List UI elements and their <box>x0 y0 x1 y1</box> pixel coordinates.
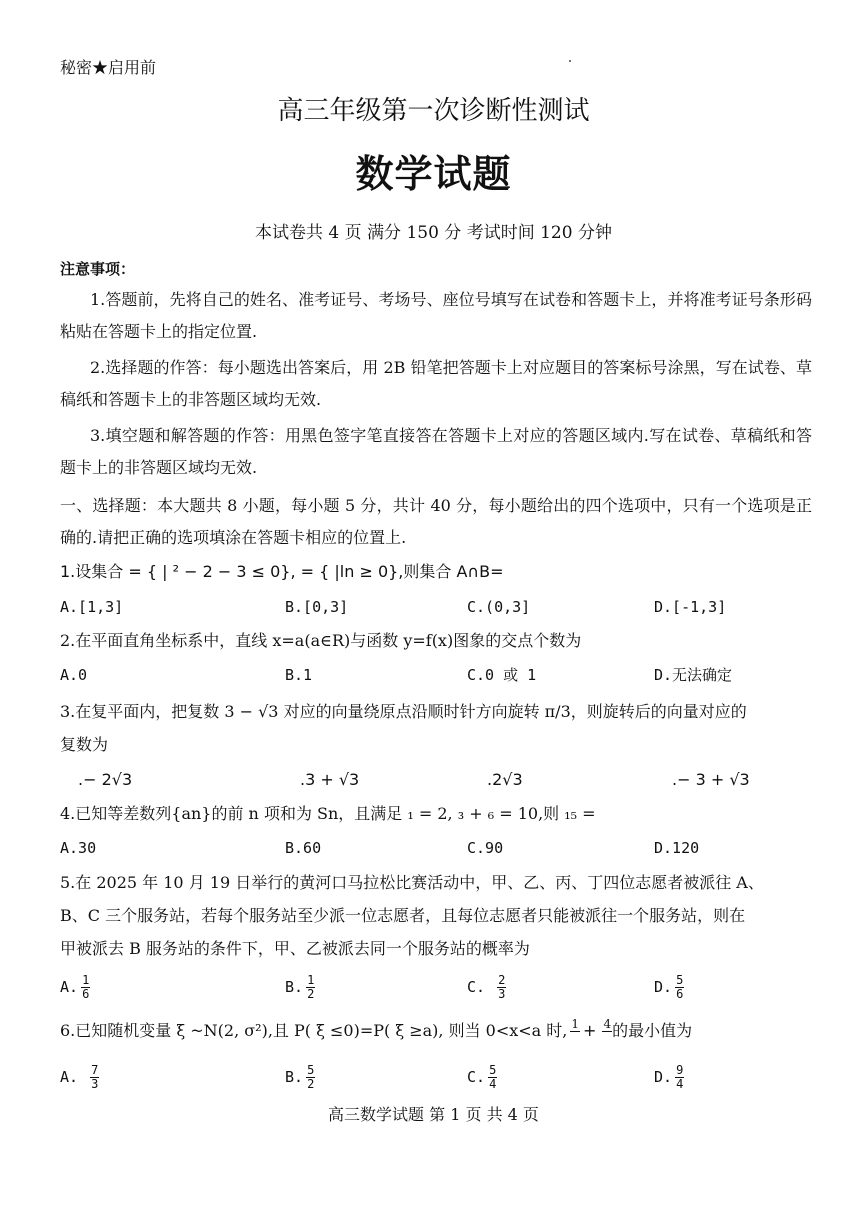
fraction <box>497 974 506 1001</box>
fraction-denominator: 6 <box>676 987 684 1001</box>
fraction-denominator: 4 <box>489 1077 497 1091</box>
option-a: A.30 <box>60 839 97 857</box>
option-a <box>60 1064 99 1091</box>
fraction-denominator: 3 <box>498 987 506 1001</box>
option-b: .3 + √3 <box>300 770 360 789</box>
plus-sign: + <box>583 1021 597 1040</box>
question-stem: 2.在平面直角坐标系中，直线 x=a(a∈R)与函数 y=f(x)图象的交点个数为 <box>60 631 582 650</box>
option-label: C. <box>467 1068 486 1086</box>
option-d: .− 3 + √3 <box>672 770 750 789</box>
option-c: C.90 <box>467 839 504 857</box>
fraction <box>488 1064 497 1091</box>
option-a: A.0 <box>60 666 88 684</box>
stem-text: 的最小值为 <box>612 1021 693 1040</box>
fraction-denominator <box>572 1032 578 1045</box>
fraction-denominator: 6 <box>82 987 90 1001</box>
question-stem: 1.设集合 = { | ² − 2 − 3 ≤ 0}, = { |ln ≥ 0},则集合 A∩B= <box>60 562 504 581</box>
fraction-numerator: 1 <box>82 973 90 987</box>
fraction-numerator: 5 <box>676 973 684 987</box>
option-d: D.120 <box>654 839 700 857</box>
fraction <box>90 1064 99 1091</box>
option-a <box>60 974 90 1001</box>
note-item: 2.选择题的作答：每小题选出答案后，用 2B 铅笔把答题卡上对应题目的答案标号涂黑，写在试卷、草稿纸和答题卡上的非答题区域均无效. <box>60 358 812 409</box>
option-b: B.60 <box>285 839 322 857</box>
fraction-numerator: 4 <box>603 1017 612 1031</box>
option-b <box>285 974 315 1001</box>
question-stem-continued: 复数为 <box>60 735 109 754</box>
fraction-numerator: 1 <box>307 973 315 987</box>
option-label: A. <box>60 1068 88 1086</box>
fraction-numerator: 5 <box>489 1063 497 1077</box>
option-b: B.[0,3] <box>285 598 349 616</box>
option-label: B. <box>285 1068 304 1086</box>
notes-title: 注意事项： <box>60 260 136 278</box>
stem-text: 6.已知随机变量 ξ ~N(2, σ²),且 P( ξ ≤0)=P( ξ ≥a), 则当 0<x<a 时, <box>60 1021 568 1040</box>
option-d <box>654 1064 684 1091</box>
question-stem: 4.已知等差数列{an}的前 n 项和为 Sn，且满足 ₁ = 2, ₃ + ₆ = 10,则 ₁₅ = <box>60 804 596 823</box>
option-label: D. <box>654 978 673 996</box>
fraction-numerator: 1 <box>571 1017 580 1031</box>
option-label: C. <box>467 978 495 996</box>
option-d: D.无法确定 <box>654 666 733 684</box>
option-c: .2√3 <box>487 770 523 789</box>
exam-info: 本试卷共 4 页 满分 150 分 考试时间 120 分钟 <box>255 223 612 243</box>
question-stem: 5.在 2025 年 10 月 19 日举行的黄河口马拉松比赛活动中，甲、乙、丙、丁四位志愿者被派往 A、 <box>60 873 764 892</box>
fraction-denominator: 2 <box>307 987 315 1001</box>
section-heading: 一、选择题：本大题共 8 小题，每小题 5 分，共计 40 分，每小题给出的四个选项中，只有一个选项是正确的.请把正确的选项填涂在答题卡相应的位置上. <box>60 496 812 547</box>
fraction-denominator: 2 <box>307 1077 315 1091</box>
subject-title: 数学试题 <box>355 152 512 196</box>
option-label: B. <box>285 978 304 996</box>
fraction <box>81 974 90 1001</box>
option-a: .− 2√3 <box>78 770 133 789</box>
scan-speck <box>569 60 571 62</box>
option-d <box>654 974 684 1001</box>
option-b <box>285 1064 315 1091</box>
note-item: 3.填空题和解答题的作答：用黑色签字笔直接答在答题卡上对应的答题区域内.写在试卷、草稿纸和答题卡上的非答题区域均无效. <box>60 426 812 477</box>
fraction <box>602 1018 612 1045</box>
page-footer: 高三数学试题 第 1 页 共 4 页 <box>328 1105 539 1124</box>
exam-title: 高三年级第一次诊断性测试 <box>277 96 590 126</box>
option-c <box>467 1064 497 1091</box>
option-b: B.1 <box>285 666 313 684</box>
option-c: C.0 或 1 <box>467 666 537 684</box>
option-label: D. <box>654 1068 673 1086</box>
fraction-denominator: 3 <box>91 1077 99 1091</box>
option-a: A.[1,3] <box>60 598 124 616</box>
question-stem-continued: B、C 三个服务站，若每个服务站至少派一位志愿者，且每位志愿者只能被派往一个服务站，则在 <box>60 906 746 925</box>
fraction-numerator: 5 <box>307 1063 315 1077</box>
question-stem-continued: 甲被派去 B 服务站的条件下，甲、乙被派去同一个服务站的概率为 <box>60 939 530 958</box>
option-d: D.[-1,3] <box>654 598 727 616</box>
fraction-numerator: 2 <box>498 973 506 987</box>
fraction-numerator: 7 <box>91 1063 99 1077</box>
fraction-denominator: 4 <box>676 1077 684 1091</box>
note-item: 1.答题前，先将自己的姓名、准考证号、考场号、座位号填写在试卷和答题卡上，并将准考证号条形码粘贴在答题卡上的指定位置. <box>60 290 812 341</box>
fraction <box>675 1064 684 1091</box>
fraction <box>306 974 315 1001</box>
question-stem: 3.在复平面内，把复数 3 − √3 对应的向量绕原点沿顺时针方向旋转 π/3，则旋转后的向量对应的 <box>60 702 747 721</box>
fraction <box>306 1064 315 1091</box>
secret-label: 秘密★启用前 <box>60 58 157 77</box>
fraction-numerator: 9 <box>676 1063 684 1077</box>
fraction-denominator <box>604 1032 610 1045</box>
option-c: C.(0,3] <box>467 598 531 616</box>
option-c <box>467 974 506 1001</box>
option-label: A. <box>60 978 79 996</box>
question-stem <box>60 1018 692 1045</box>
fraction <box>570 1018 580 1045</box>
fraction <box>675 974 684 1001</box>
